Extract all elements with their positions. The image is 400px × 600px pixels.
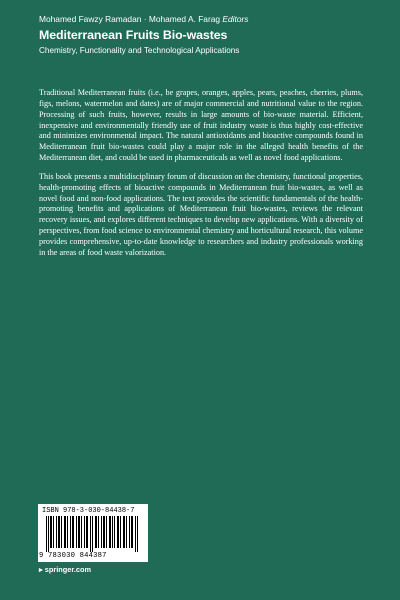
authors-line [39, 14, 379, 25]
barcode-bars [46, 516, 142, 552]
blurb [39, 88, 363, 259]
blurb-paragraph-1: Traditional Mediterranean fruits (i.e., be grapes, oranges, apples, pears, peaches, cherries, plums, figs, melons, watermelon and dates) are of major commercial and nutritional value to the region. Processing of such fruits, however, results in large amounts of bio-waste material. Efficient, inexpensive and environmentally friendly use of fruit industry waste is thus highly cost-effective and minimizes environmental impact. The natural antioxidants and bioactive compounds found in Mediterranean fruit bio-wastes could play a major role in the alleged health benefits of the Mediterranean diet, and could be used in pharmaceuticals as well as novel food applications. [39, 88, 363, 163]
isbn-label: ISBN 978-3-030-84438-7 [42, 507, 135, 515]
author-names: Mohamed Fawzy Ramadan · Mohamed A. Farag [39, 14, 221, 24]
chevron-right-icon: ▸ [39, 565, 43, 574]
editors-label: Editors [222, 14, 249, 24]
cover-header [39, 14, 379, 56]
isbn-barcode [38, 504, 148, 562]
publisher-site [39, 565, 91, 574]
publisher-url: springer.com [44, 565, 92, 574]
blurb-paragraph-2: This book presents a multidisciplinary forum of discussion on the chemistry, functional properties, health-promoting effects of bioactive compounds in Mediterranean fruit bio-wastes, as well as novel food and non-food applications. The text provides the scientific fundamentals of the health-promoting benefits and applications of Mediterranean fruit bio-wastes, reviews the relevant recovery issues, and explores different techniques to develop new applications. With a diversity of perspectives, from food science to environmental chemistry and horticultural research, this volume provides comprehensive, up-to-date knowledge to researchers and industry professionals working in the areas of food waste valorization. [39, 171, 363, 257]
book-subtitle: Chemistry, Functionality and Technological Applications [39, 46, 240, 55]
book-title: Mediterranean Fruits Bio-wastes [39, 28, 228, 42]
barcode-digits: 9 783030 844387 [39, 552, 107, 560]
